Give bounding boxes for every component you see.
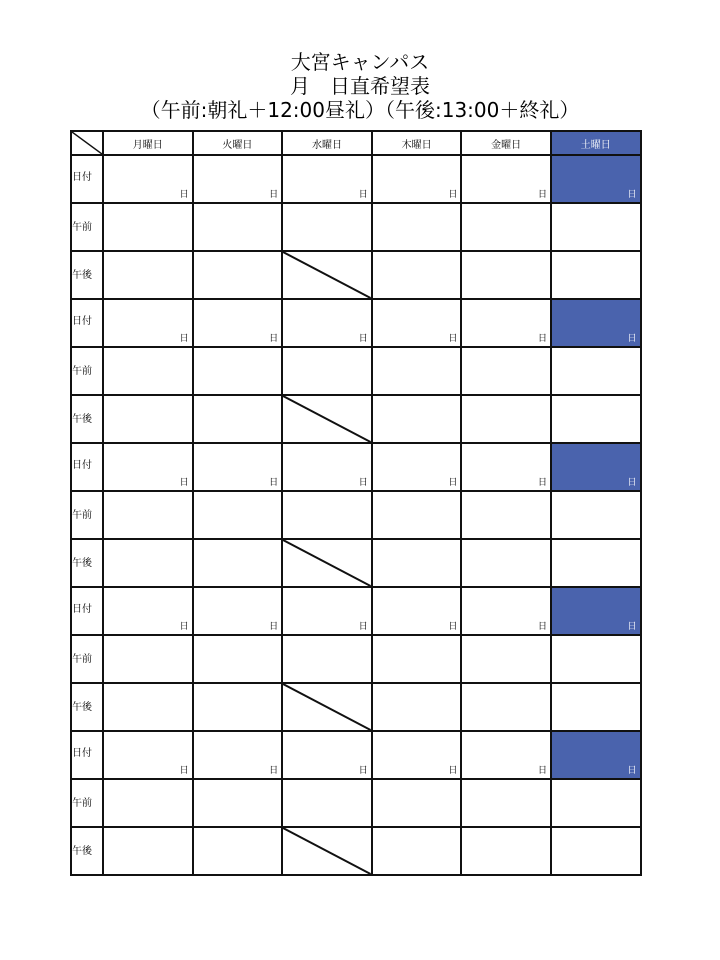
week-5-monday-afternoon-cell[interactable] <box>103 827 193 875</box>
week-5-saturday-afternoon-cell[interactable] <box>551 827 641 875</box>
week-4-friday-morning-cell[interactable] <box>461 635 551 683</box>
day-suffix: 日 <box>358 334 368 344</box>
week-4-saturday-morning-cell[interactable] <box>551 635 641 683</box>
week-2-tuesday-afternoon-cell[interactable] <box>193 395 283 443</box>
week-5-date-row <box>71 731 641 779</box>
week-3-saturday-morning-cell[interactable] <box>551 491 641 539</box>
week-2-tuesday-date-cell[interactable] <box>193 299 283 347</box>
day-suffix: 日 <box>179 190 189 200</box>
week-5-friday-morning-cell[interactable] <box>461 779 551 827</box>
week-2-thursday-morning-cell[interactable] <box>372 347 462 395</box>
week-4-wednesday-afternoon-cell <box>282 683 372 731</box>
date-label <box>71 731 103 779</box>
week-1-date-row <box>71 155 641 203</box>
afternoon-label-text: 午後 <box>72 702 92 713</box>
week-3-monday-afternoon-cell[interactable] <box>103 539 193 587</box>
day-suffix: 日 <box>358 622 368 632</box>
week-1-wednesday-afternoon-cell <box>282 251 372 299</box>
duty-request-table <box>70 130 642 876</box>
week-3-saturday-afternoon-cell[interactable] <box>551 539 641 587</box>
corner-cell <box>71 131 103 155</box>
week-5-saturday-morning-cell[interactable] <box>551 779 641 827</box>
week-4-morning-row <box>71 635 641 683</box>
date-label <box>71 155 103 203</box>
week-2-afternoon-row <box>71 395 641 443</box>
week-2-date-row <box>71 299 641 347</box>
week-1-monday-afternoon-cell[interactable] <box>103 251 193 299</box>
week-2-friday-date-cell[interactable] <box>461 299 551 347</box>
week-1-saturday-date-cell[interactable] <box>551 155 641 203</box>
week-4-friday-afternoon-cell[interactable] <box>461 683 551 731</box>
week-3-morning-row <box>71 491 641 539</box>
week-3-monday-date-cell[interactable] <box>103 443 193 491</box>
date-label-text: 日付 <box>72 460 92 471</box>
week-1-tuesday-morning-cell[interactable] <box>193 203 283 251</box>
header-friday: 金曜日 <box>461 131 551 155</box>
day-suffix: 日 <box>627 478 637 488</box>
week-5-tuesday-date-cell[interactable] <box>193 731 283 779</box>
day-suffix: 日 <box>179 334 189 344</box>
week-1-friday-date-cell[interactable] <box>461 155 551 203</box>
date-label-text: 日付 <box>72 748 92 759</box>
week-3-thursday-morning-cell[interactable] <box>372 491 462 539</box>
week-5-friday-afternoon-cell[interactable] <box>461 827 551 875</box>
day-suffix: 日 <box>537 622 547 632</box>
morning-label-text: 午前 <box>72 366 92 377</box>
week-4-afternoon-row <box>71 683 641 731</box>
week-5-thursday-afternoon-cell[interactable] <box>372 827 462 875</box>
week-2-monday-date-cell[interactable] <box>103 299 193 347</box>
afternoon-label-text: 午後 <box>72 558 92 569</box>
morning-label <box>71 491 103 539</box>
week-4-monday-afternoon-cell[interactable] <box>103 683 193 731</box>
week-2-friday-afternoon-cell[interactable] <box>461 395 551 443</box>
campus-title: 大宮キャンパス <box>290 50 430 74</box>
week-3-monday-morning-cell[interactable] <box>103 491 193 539</box>
week-2-saturday-morning-cell[interactable] <box>551 347 641 395</box>
morning-label-text: 午前 <box>72 510 92 521</box>
week-1-thursday-morning-cell[interactable] <box>372 203 462 251</box>
date-label <box>71 443 103 491</box>
week-2-monday-afternoon-cell[interactable] <box>103 395 193 443</box>
day-suffix: 日 <box>627 334 637 344</box>
week-4-thursday-date-cell[interactable] <box>372 587 462 635</box>
day-suffix: 日 <box>179 478 189 488</box>
day-suffix: 日 <box>627 622 637 632</box>
week-5-tuesday-afternoon-cell[interactable] <box>193 827 283 875</box>
date-label-text: 日付 <box>72 316 92 327</box>
day-suffix: 日 <box>269 622 279 632</box>
day-suffix: 日 <box>269 766 279 776</box>
day-suffix: 日 <box>448 478 458 488</box>
week-4-date-row <box>71 587 641 635</box>
afternoon-label <box>71 539 103 587</box>
day-suffix: 日 <box>448 190 458 200</box>
day-suffix: 日 <box>448 334 458 344</box>
day-suffix: 日 <box>627 190 637 200</box>
date-label <box>71 587 103 635</box>
header-wednesday: 水曜日 <box>282 131 372 155</box>
week-1-afternoon-row <box>71 251 641 299</box>
week-1-saturday-morning-cell[interactable] <box>551 203 641 251</box>
week-1-friday-afternoon-cell[interactable] <box>461 251 551 299</box>
morning-label <box>71 779 103 827</box>
week-5-tuesday-morning-cell[interactable] <box>193 779 283 827</box>
week-3-tuesday-morning-cell[interactable] <box>193 491 283 539</box>
day-suffix: 日 <box>269 478 279 488</box>
week-2-thursday-date-cell[interactable] <box>372 299 462 347</box>
week-5-friday-date-cell[interactable] <box>461 731 551 779</box>
week-2-morning-row <box>71 347 641 395</box>
week-5-wednesday-afternoon-cell <box>282 827 372 875</box>
afternoon-label <box>71 251 103 299</box>
header-thursday: 木曜日 <box>372 131 462 155</box>
day-suffix: 日 <box>537 190 547 200</box>
afternoon-label <box>71 395 103 443</box>
week-3-thursday-afternoon-cell[interactable] <box>372 539 462 587</box>
week-2-saturday-afternoon-cell[interactable] <box>551 395 641 443</box>
day-suffix: 日 <box>537 766 547 776</box>
week-4-tuesday-morning-cell[interactable] <box>193 635 283 683</box>
day-suffix: 日 <box>627 766 637 776</box>
day-suffix: 日 <box>448 766 458 776</box>
week-4-wednesday-date-cell[interactable] <box>282 587 372 635</box>
week-5-monday-morning-cell[interactable] <box>103 779 193 827</box>
unavailable-diagonal <box>283 252 371 298</box>
corner-diagonal <box>72 132 102 154</box>
week-2-saturday-date-cell[interactable] <box>551 299 641 347</box>
week-4-thursday-morning-cell[interactable] <box>372 635 462 683</box>
week-3-saturday-date-cell[interactable] <box>551 443 641 491</box>
week-3-wednesday-date-cell[interactable] <box>282 443 372 491</box>
week-5-wednesday-date-cell[interactable] <box>282 731 372 779</box>
week-4-saturday-date-cell[interactable] <box>551 587 641 635</box>
schedule-title: 月 日直希望表 <box>290 74 430 98</box>
week-1-monday-date-cell[interactable] <box>103 155 193 203</box>
week-1-morning-row <box>71 203 641 251</box>
day-suffix: 日 <box>358 190 368 200</box>
week-5-thursday-morning-cell[interactable] <box>372 779 462 827</box>
week-5-monday-date-cell[interactable] <box>103 731 193 779</box>
week-3-wednesday-afternoon-cell <box>282 539 372 587</box>
week-1-thursday-date-cell[interactable] <box>372 155 462 203</box>
header-saturday: 土曜日 <box>551 131 641 155</box>
date-label-text: 日付 <box>72 604 92 615</box>
week-3-date-row <box>71 443 641 491</box>
week-4-wednesday-morning-cell[interactable] <box>282 635 372 683</box>
week-5-wednesday-morning-cell[interactable] <box>282 779 372 827</box>
week-2-monday-morning-cell[interactable] <box>103 347 193 395</box>
time-note: （午前:朝礼＋12:00昼礼）（午後:13:00＋終礼） <box>140 98 580 122</box>
week-5-afternoon-row <box>71 827 641 875</box>
morning-label-text: 午前 <box>72 222 92 233</box>
week-1-thursday-afternoon-cell[interactable] <box>372 251 462 299</box>
day-suffix: 日 <box>358 766 368 776</box>
day-suffix: 日 <box>269 190 279 200</box>
morning-label <box>71 203 103 251</box>
week-1-saturday-afternoon-cell[interactable] <box>551 251 641 299</box>
week-4-saturday-afternoon-cell[interactable] <box>551 683 641 731</box>
week-4-monday-morning-cell[interactable] <box>103 635 193 683</box>
week-5-saturday-date-cell[interactable] <box>551 731 641 779</box>
week-3-friday-morning-cell[interactable] <box>461 491 551 539</box>
week-1-monday-morning-cell[interactable] <box>103 203 193 251</box>
day-suffix: 日 <box>537 334 547 344</box>
week-4-tuesday-afternoon-cell[interactable] <box>193 683 283 731</box>
morning-label <box>71 635 103 683</box>
afternoon-label-text: 午後 <box>72 270 92 281</box>
day-suffix: 日 <box>269 334 279 344</box>
week-1-wednesday-morning-cell[interactable] <box>282 203 372 251</box>
day-suffix: 日 <box>179 766 189 776</box>
header-monday: 月曜日 <box>103 131 193 155</box>
week-3-tuesday-date-cell[interactable] <box>193 443 283 491</box>
week-3-afternoon-row <box>71 539 641 587</box>
week-2-wednesday-afternoon-cell <box>282 395 372 443</box>
afternoon-label <box>71 683 103 731</box>
afternoon-label-text: 午後 <box>72 414 92 425</box>
week-1-tuesday-date-cell[interactable] <box>193 155 283 203</box>
week-2-thursday-afternoon-cell[interactable] <box>372 395 462 443</box>
week-5-morning-row <box>71 779 641 827</box>
table-body <box>71 155 641 875</box>
morning-label-text: 午前 <box>72 654 92 665</box>
date-label <box>71 299 103 347</box>
week-3-thursday-date-cell[interactable] <box>372 443 462 491</box>
week-1-tuesday-afternoon-cell[interactable] <box>193 251 283 299</box>
morning-label <box>71 347 103 395</box>
week-4-tuesday-date-cell[interactable] <box>193 587 283 635</box>
day-suffix: 日 <box>358 478 368 488</box>
week-2-wednesday-date-cell[interactable] <box>282 299 372 347</box>
week-3-friday-date-cell[interactable] <box>461 443 551 491</box>
week-2-tuesday-morning-cell[interactable] <box>193 347 283 395</box>
week-2-wednesday-morning-cell[interactable] <box>282 347 372 395</box>
week-1-friday-morning-cell[interactable] <box>461 203 551 251</box>
day-suffix: 日 <box>179 622 189 632</box>
week-4-thursday-afternoon-cell[interactable] <box>372 683 462 731</box>
header-tuesday: 火曜日 <box>193 131 283 155</box>
afternoon-label-text: 午後 <box>72 846 92 857</box>
afternoon-label <box>71 827 103 875</box>
unavailable-diagonal <box>283 540 371 586</box>
morning-label-text: 午前 <box>72 798 92 809</box>
unavailable-diagonal <box>283 684 371 730</box>
week-4-monday-date-cell[interactable] <box>103 587 193 635</box>
unavailable-diagonal <box>283 828 371 874</box>
week-3-friday-afternoon-cell[interactable] <box>461 539 551 587</box>
date-label-text: 日付 <box>72 172 92 183</box>
week-5-thursday-date-cell[interactable] <box>372 731 462 779</box>
week-1-wednesday-date-cell[interactable] <box>282 155 372 203</box>
week-3-tuesday-afternoon-cell[interactable] <box>193 539 283 587</box>
unavailable-diagonal <box>283 396 371 442</box>
week-3-wednesday-morning-cell[interactable] <box>282 491 372 539</box>
week-2-friday-morning-cell[interactable] <box>461 347 551 395</box>
day-suffix: 日 <box>537 478 547 488</box>
day-suffix: 日 <box>448 622 458 632</box>
week-4-friday-date-cell[interactable] <box>461 587 551 635</box>
